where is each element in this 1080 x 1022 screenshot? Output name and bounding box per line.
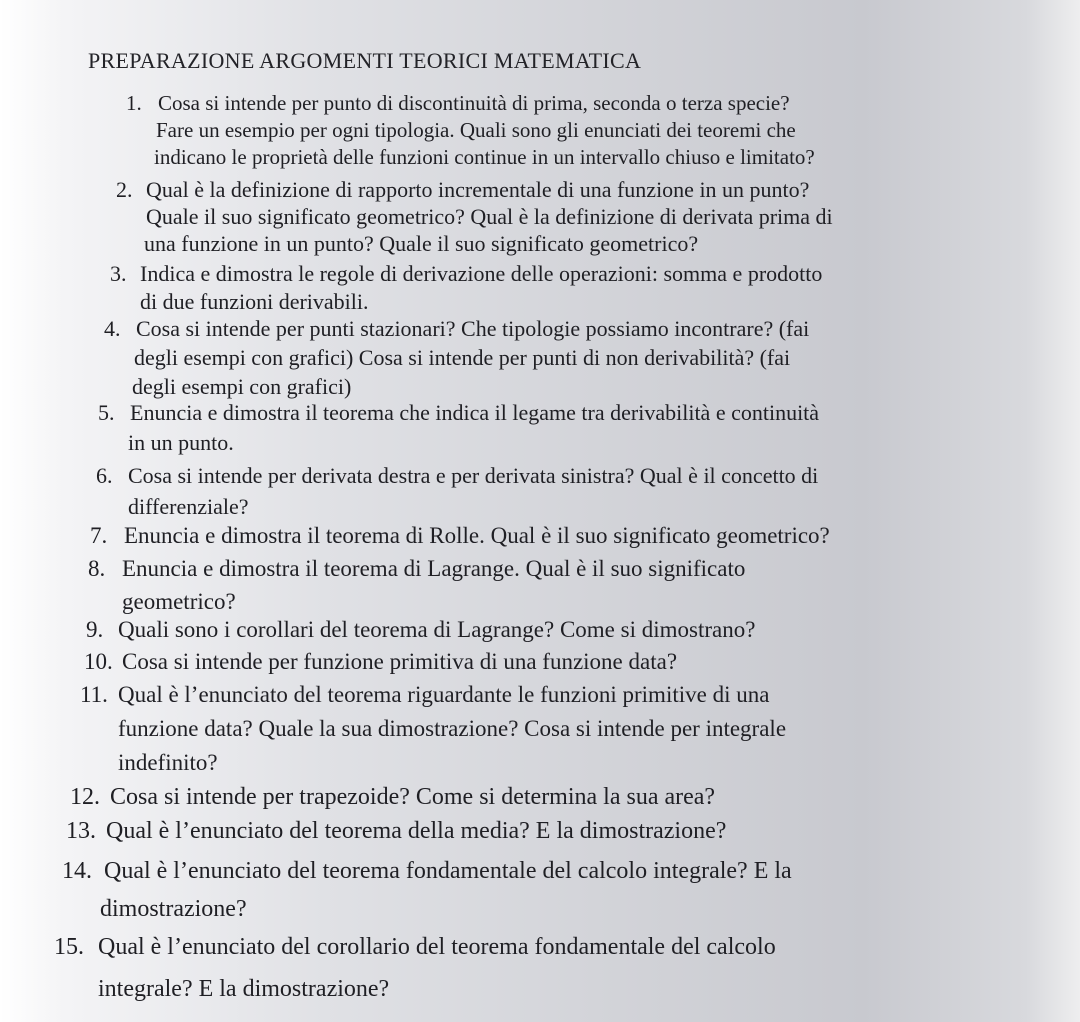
- question-text-line: degli esempi con grafici) Cosa si intende per punti di non derivabilità? (fai: [134, 345, 791, 370]
- question-1: [126, 90, 815, 171]
- question-text-line: Qual è l’enunciato del teorema della media? E la dimostrazione?: [106, 818, 727, 844]
- question-6: [96, 460, 819, 522]
- question-number: 4.: [104, 316, 121, 341]
- question-number: 9.: [86, 617, 104, 642]
- question-4: [104, 314, 810, 401]
- question-13: [66, 814, 727, 848]
- question-text-line: Qual è la definizione di rapporto incrementale di una funzione in un punto?: [146, 177, 810, 202]
- question-3: [110, 260, 823, 316]
- question-text-line: Cosa si intende per punto di discontinuità di prima, seconda o terza specie?: [158, 91, 790, 115]
- question-text-line: integrale? E la dimostrazione?: [98, 976, 390, 1002]
- question-text-line: Qual è l’enunciato del teorema fondamentale del calcolo integrale? E la: [104, 858, 792, 884]
- question-text-line: Cosa si intende per derivata destra e per derivata sinistra? Qual è il concetto di: [128, 463, 819, 488]
- question-number: 6.: [96, 463, 113, 488]
- question-12: [70, 780, 716, 814]
- question-number: 10.: [84, 649, 113, 674]
- question-number: 1.: [126, 91, 142, 115]
- question-number: 15.: [54, 934, 84, 960]
- question-9: [86, 614, 756, 646]
- question-text-line: Qual è l’enunciato del teorema riguardante le funzioni primitive di una: [118, 682, 770, 707]
- question-number: 2.: [116, 177, 133, 202]
- question-text-line: Enuncia e dimostra il teorema di Lagrange. Qual è il suo significato: [122, 556, 746, 581]
- question-text-line: Cosa si intende per trapezoide? Come si determina la sua area?: [110, 784, 716, 810]
- question-7: [90, 520, 830, 551]
- question-10: [84, 646, 678, 678]
- question-text-line: Fare un esempio per ogni tipologia. Quali sono gli enunciati dei teoremi che: [156, 118, 796, 142]
- question-text-line: dimostrazione?: [100, 896, 247, 922]
- question-text-line: Qual è l’enunciato del corollario del teorema fondamentale del calcolo: [98, 934, 776, 960]
- question-number: 8.: [88, 556, 106, 581]
- question-11: [80, 678, 787, 780]
- question-text-line: degli esempi con grafici): [132, 374, 352, 399]
- question-text-line: funzione data? Quale la sua dimostrazione? Cosa si intende per integrale: [118, 716, 787, 741]
- question-text-line: Indica e dimostra le regole di derivazione delle operazioni: somma e prodotto: [140, 261, 823, 286]
- question-8: [88, 552, 746, 618]
- question-number: 14.: [62, 858, 92, 884]
- question-number: 7.: [90, 523, 108, 548]
- question-text-line: indefinito?: [118, 750, 218, 775]
- question-number: 12.: [70, 784, 100, 810]
- question-text-line: di due funzioni derivabili.: [140, 289, 369, 314]
- question-2: [116, 176, 833, 257]
- question-number: 5.: [98, 400, 115, 425]
- question-text-line: una funzione in un punto? Quale il suo significato geometrico?: [144, 231, 699, 256]
- question-number: 11.: [80, 682, 108, 707]
- question-text-line: indicano le proprietà delle funzioni continue in un intervallo chiuso e limitato?: [154, 145, 815, 169]
- question-15: [54, 926, 776, 1010]
- question-text-line: Enuncia e dimostra il teorema di Rolle. Qual è il suo significato geometrico?: [124, 523, 830, 548]
- question-text-line: Cosa si intende per punti stazionari? Che tipologie possiamo incontrare? (fai: [136, 316, 810, 341]
- question-text-line: in un punto.: [128, 430, 234, 455]
- question-14: [62, 852, 792, 928]
- question-text-line: geometrico?: [122, 589, 236, 614]
- question-text-line: Quale il suo significato geometrico? Qual è la definizione di derivata prima di: [146, 204, 833, 229]
- question-text-line: Quali sono i corollari del teorema di Lagrange? Come si dimostrano?: [118, 617, 756, 642]
- question-text-line: differenziale?: [128, 494, 249, 519]
- question-text-line: Cosa si intende per funzione primitiva di una funzione data?: [122, 649, 678, 674]
- question-5: [98, 398, 820, 458]
- document-title: PREPARAZIONE ARGOMENTI TEORICI MATEMATICA: [88, 48, 642, 73]
- question-number: 13.: [66, 818, 96, 844]
- question-number: 3.: [110, 261, 127, 286]
- question-text-line: Enuncia e dimostra il teorema che indica il legame tra derivabilità e continuità: [130, 400, 820, 425]
